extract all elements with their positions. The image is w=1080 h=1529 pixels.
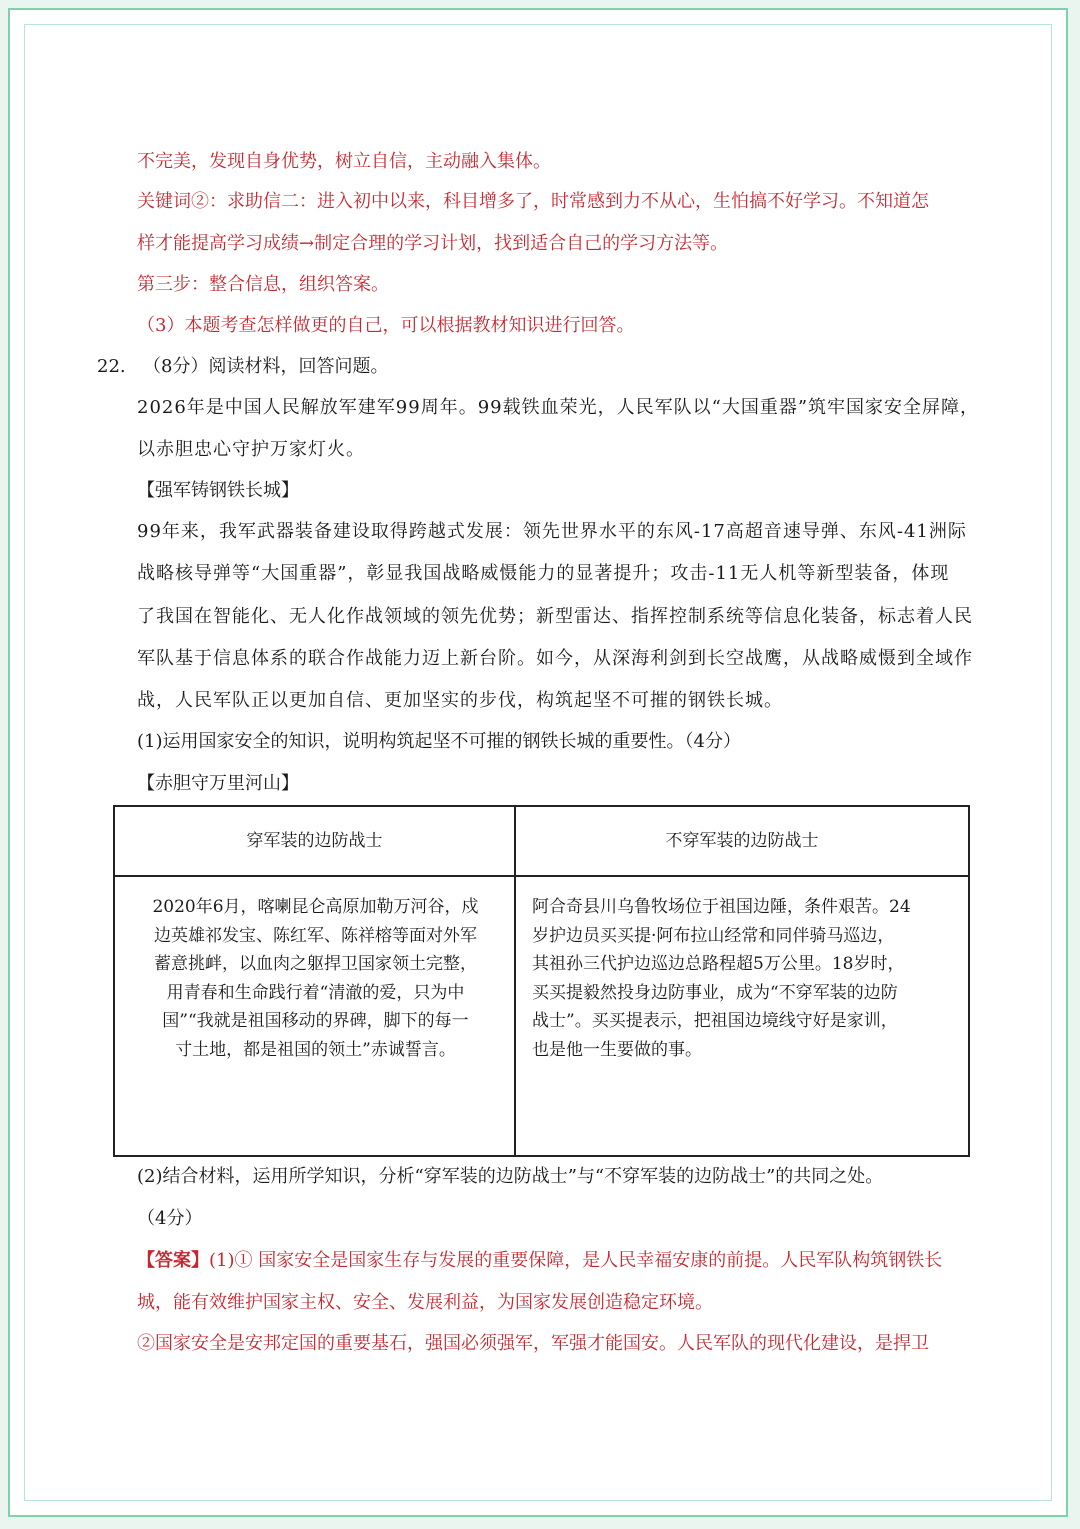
table-right-line: 其祖孙三代护边巡边总路程超5万公里。18岁时， bbox=[532, 954, 905, 974]
question-1: (1)运用国家安全的知识，说明构筑起坚不可摧的钢铁长城的重要性。（4分） bbox=[137, 731, 741, 752]
table-right-line: 阿合奇县川乌鲁牧场位于祖国边陲，条件艰苦。24 bbox=[532, 897, 911, 917]
table-right-line: 买买提毅然投身边防事业，成为“不穿军装的边防 bbox=[532, 982, 898, 1003]
material-table bbox=[113, 805, 970, 1157]
answer-line-1 bbox=[137, 1249, 942, 1273]
answer-line-2: 城，能有效维护国家主权、安全、发展利益，为国家发展创造稳定环境。 bbox=[137, 1292, 713, 1313]
section1-line-5: 战，人民军队正以更加自信、更加坚实的步伐，构筑起坚不可摧的钢铁长城。 bbox=[137, 690, 783, 711]
question-2-line-1: (2)结合材料，运用所学知识，分析“穿军装的边防战士”与“不穿军装的边防战士”的共同之处。 bbox=[137, 1166, 884, 1187]
section2-title: 【赤胆守万里河山】 bbox=[137, 773, 299, 794]
table-body-row bbox=[114, 876, 969, 1156]
table-left-line: 寸土地，都是祖国的领土”赤诚誓言。 bbox=[175, 1039, 456, 1060]
table-right-line: 岁护边员买买提·阿布拉山经常和同伴骑马巡边， bbox=[532, 925, 895, 946]
section1-line-1: 99年来，我军武器装备建设取得跨越式发展：领先世界水平的东风-17高超音速导弹、东风-41洲际 bbox=[137, 521, 967, 542]
table-right-line: 战士”。买买提表示，把祖国边境线守好是家训， bbox=[532, 1011, 898, 1031]
table-right-line: 也是他一生要做的事。 bbox=[532, 1039, 702, 1060]
table-left-line: 用青春和生命践行着“清澈的爱，只为中 bbox=[166, 982, 465, 1003]
table-left-line: 2020年6月，喀喇昆仑高原加勒万河谷，戍 bbox=[152, 897, 479, 917]
table-header-uniformed: 穿军装的边防战士 bbox=[114, 806, 515, 876]
question-number: 22. bbox=[97, 356, 126, 377]
table-header-non-uniformed: 不穿军装的边防战士 bbox=[515, 806, 969, 876]
table-left-line: 蓄意挑衅，以血肉之躯捍卫国家领土完整， bbox=[154, 954, 477, 974]
section1-line-2: 战略核导弹等“大国重器”，彰显我国战略威慑能力的显著提升；攻击-11无人机等新型装备，体现 bbox=[137, 563, 950, 584]
answer-line-3: ②国家安全是安邦定国的重要基石，强国必须强军，军强才能国安。人民军队的现代化建设，是捍卫 bbox=[137, 1333, 929, 1354]
table-header-row bbox=[114, 806, 969, 876]
answer-line-1-text: (1)① 国家安全是国家生存与发展的重要保障，是人民幸福安康的前提。人民军队构筑钢铁长 bbox=[209, 1250, 943, 1271]
table-cell-uniformed bbox=[114, 876, 515, 1156]
table-cell-non-uniformed bbox=[515, 876, 969, 1156]
table-left-line: 国”“我就是祖国移动的界碑，脚下的每一 bbox=[162, 1011, 469, 1031]
section1-title: 【强军铸钢铁长城】 bbox=[137, 480, 299, 501]
intro-line-1: 2026年是中国人民解放军建军99周年。99载铁血荣光，人民军队以“大国重器”筑牢国家安全屏障， bbox=[137, 397, 980, 418]
question-prompt: （8分）阅读材料，回答问题。 bbox=[143, 356, 389, 377]
analysis-line-2: 关键词②：求助信二：进入初中以来，科目增多了，时常感到力不从心，生怕搞不好学习。不知道怎 bbox=[137, 191, 929, 212]
table-left-line: 边英雄祁发宝、陈红军、陈祥榕等面对外军 bbox=[154, 925, 477, 946]
analysis-line-4: 第三步：整合信息，组织答案。 bbox=[137, 274, 389, 295]
section1-line-3: 了我国在智能化、无人化作战领域的领先优势；新型雷达、指挥控制系统等信息化装备，标志着人民 bbox=[137, 606, 973, 627]
analysis-line-3: 样才能提高学习成绩→制定合理的学习计划，找到适合自己的学习方法等。 bbox=[137, 233, 729, 254]
answer-label: 【答案】 bbox=[137, 1250, 209, 1271]
intro-line-2: 以赤胆忠心守护万家灯火。 bbox=[137, 439, 365, 460]
analysis-line-1: 不完美，发现自身优势，树立自信，主动融入集体。 bbox=[137, 151, 551, 172]
question-2-line-2: （4分） bbox=[137, 1208, 203, 1229]
section1-line-4: 军队基于信息体系的联合作战能力迈上新台阶。如今，从深海利剑到长空战鹰，从战略威慑到全域作 bbox=[137, 648, 973, 669]
analysis-line-5: （3）本题考查怎样做更的自己，可以根据教材知识进行回答。 bbox=[137, 315, 635, 336]
